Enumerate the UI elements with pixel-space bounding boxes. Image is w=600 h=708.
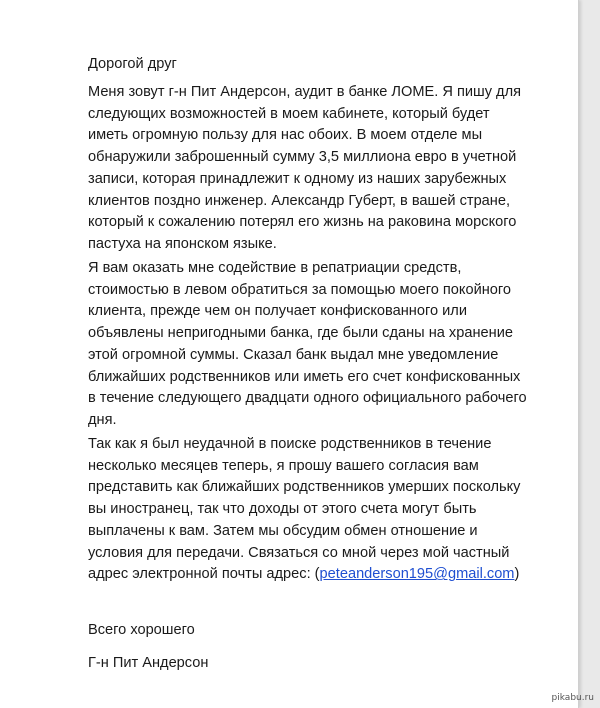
paragraph-3-text: Так как я был неудачной в поиске родственников в течение несколько месяцев теперь, я прошу вашего согласия вам представить как ближайших родственников умерших поскольку вы иностранец, так что доходы от этого счета могут быть выплачены к вам. Затем мы обсудим обмен отношение и условия для передачи. Связаться со мной через мой частный адрес электронной почты адрес: (: [88, 436, 521, 583]
site-watermark: pikabu.ru: [551, 693, 594, 703]
letter-signature: Г-н Пит Андерсон: [88, 655, 209, 671]
letter-paragraph-3: [88, 434, 528, 586]
letter-paragraph-2: Я вам оказать мне содействие в репатриации средств, стоимостью в левом обратиться за помощью моего покойного клиента, прежде чем он получает конфискованного или объявлены непригодными банка, где были сданы на хранение этой огромной суммы. Сказал банк выдал мне уведомление ближайших родственников или иметь его счет конфискованных в течение следующего двадцати одного официального рабочего дня.: [88, 260, 527, 428]
email-link[interactable]: peteanderson195@gmail.com: [319, 566, 515, 583]
letter-paragraph-1: Меня зовут г-н Пит Андерсон, аудит в банке ЛОМЕ. Я пишу для следующих возможностей в моем кабинете, который будет иметь огромную пользу для нас обоих. В моем отделе мы обнаружили заброшенный сумму 3,5 миллиона евро в учетной записи, которая принадлежит к одному из наших зарубежных клиентов поздно инженер. Александр Губерт, в вашей стране, который к сожалению потерял его жизнь на раковина морского пастуха на японском языке.: [88, 84, 521, 252]
paragraph-3-end: ): [514, 566, 520, 583]
letter-closing: Всего хорошего: [88, 622, 195, 638]
letter-greeting: Дорогой друг: [88, 56, 177, 72]
